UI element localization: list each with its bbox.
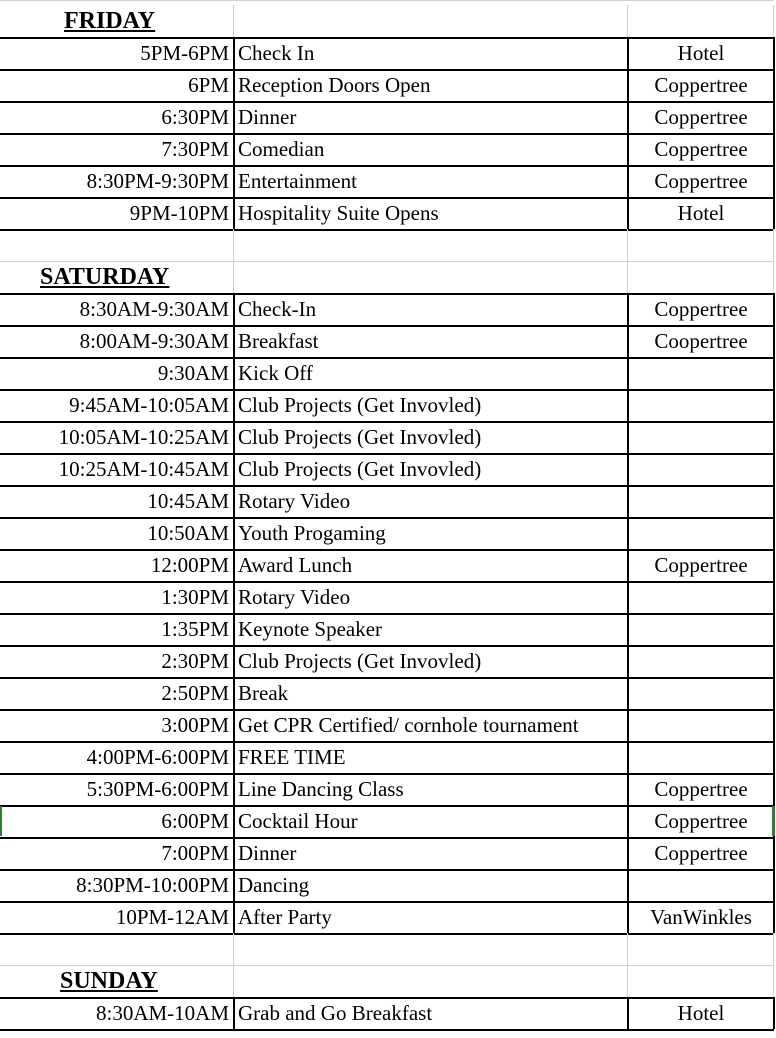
- schedule-row: [0, 741, 776, 773]
- gridline-v-2: [773, 837, 775, 869]
- day-header-saturday: [0, 261, 776, 293]
- schedule-row: [0, 645, 776, 677]
- schedule-row: [0, 837, 776, 869]
- time-cell[interactable]: 6PM: [188, 73, 229, 97]
- gridline-v-1: [627, 549, 629, 581]
- location-cell[interactable]: Hotel: [677, 201, 725, 225]
- location-cell[interactable]: [628, 709, 774, 741]
- gridline-v-0: [233, 133, 235, 165]
- gridline-v-0: [233, 357, 235, 389]
- cell-selection-right-mark: [772, 806, 775, 836]
- gridline-v-0: [233, 645, 235, 677]
- gridline-v-1: [627, 805, 629, 837]
- gridline-v-0: [233, 805, 235, 837]
- gridline-v-header-0: [233, 261, 234, 293]
- gridline-v-2: [773, 773, 775, 805]
- time-cell[interactable]: 2:50PM: [161, 681, 229, 705]
- location-cell[interactable]: [628, 389, 774, 421]
- location-cell[interactable]: Coppertree: [654, 73, 748, 97]
- time-cell[interactable]: 6:00PM: [161, 809, 229, 833]
- schedule-row: [0, 37, 776, 69]
- gridline-v-1: [627, 869, 629, 901]
- event-cell[interactable]: Award Lunch: [238, 553, 353, 577]
- time-cell[interactable]: 10:45AM: [147, 489, 229, 513]
- gridline-v-0: [233, 37, 235, 69]
- gridline-v-1: [627, 773, 629, 805]
- gridline-v-0: [233, 837, 235, 869]
- gridline-v-0: [233, 293, 235, 325]
- gridline-v-1: [627, 741, 629, 773]
- gridline-v-2: [773, 997, 775, 1029]
- event-cell[interactable]: Club Projects (Get Invovled): [238, 393, 482, 417]
- day-title[interactable]: FRIDAY: [64, 8, 156, 34]
- location-cell[interactable]: VanWinkles: [650, 905, 752, 929]
- gridline-v-2: [773, 101, 775, 133]
- gridline-v-header-1: [627, 5, 628, 37]
- time-cell[interactable]: 5:30PM-6:00PM: [86, 777, 229, 801]
- gridline-v-header-2: [773, 261, 774, 293]
- location-cell[interactable]: Coppertree: [654, 169, 748, 193]
- gridline-v-2: [773, 581, 775, 613]
- gridline-v-1: [627, 997, 629, 1029]
- time-cell[interactable]: 2:30PM: [161, 649, 229, 673]
- schedule-row: [0, 101, 776, 133]
- gridline-v-2: [773, 741, 775, 773]
- event-cell[interactable]: Rotary Video: [238, 489, 351, 513]
- time-cell[interactable]: 5PM-6PM: [140, 41, 229, 65]
- gridline-v-2: [773, 325, 775, 357]
- time-cell[interactable]: 6:30PM: [161, 105, 229, 129]
- event-cell[interactable]: Dancing: [238, 873, 310, 897]
- schedule-row: [0, 517, 776, 549]
- gridline-v-0: [233, 453, 235, 485]
- schedule-row: [0, 453, 776, 485]
- gridline-v-1: [627, 581, 629, 613]
- time-cell[interactable]: 10PM-12AM: [115, 905, 229, 929]
- location-cell[interactable]: Coppertree: [654, 841, 748, 865]
- gridline-bold: [0, 1029, 774, 1031]
- gridline-v-0: [233, 69, 235, 101]
- time-cell[interactable]: 7:30PM: [161, 137, 229, 161]
- gridline-v-0: [233, 165, 235, 197]
- schedule-row: [0, 997, 776, 1029]
- schedule-row: [0, 293, 776, 325]
- event-cell[interactable]: Breakfast: [238, 329, 319, 353]
- time-cell[interactable]: 8:30AM-10AM: [95, 1001, 229, 1025]
- gridline-v-2: [773, 293, 775, 325]
- location-cell[interactable]: [628, 677, 774, 709]
- gridline-v-1: [627, 485, 629, 517]
- time-cell[interactable]: 12:00PM: [150, 553, 229, 577]
- gridline-v-blank-1: [627, 933, 628, 965]
- gridline-v-1: [627, 293, 629, 325]
- schedule-row: [0, 901, 776, 933]
- event-cell[interactable]: Keynote Speaker: [238, 617, 383, 641]
- gridline-v-2: [773, 197, 775, 229]
- time-cell[interactable]: 7:00PM: [161, 841, 229, 865]
- gridline-v-0: [233, 421, 235, 453]
- time-cell[interactable]: 10:25AM-10:45AM: [58, 457, 229, 481]
- gridline-v-0: [233, 581, 235, 613]
- location-cell[interactable]: [628, 645, 774, 677]
- gridline-v-1: [627, 133, 629, 165]
- event-cell[interactable]: Dinner: [238, 841, 297, 865]
- blank-row[interactable]: [0, 229, 776, 261]
- event-cell[interactable]: Get CPR Certified/ cornhole tournament: [238, 713, 579, 737]
- location-cell[interactable]: [628, 453, 774, 485]
- gridline-v-1: [627, 37, 629, 69]
- gridline-v-blank-2: [773, 229, 774, 261]
- day-title[interactable]: SATURDAY: [40, 264, 170, 290]
- gridline-v-blank-0: [233, 933, 234, 965]
- schedule-row: [0, 485, 776, 517]
- event-cell[interactable]: Reception Doors Open: [238, 73, 431, 97]
- gridline-v-1: [627, 357, 629, 389]
- gridline-v-1: [627, 421, 629, 453]
- gridline-v-1: [627, 613, 629, 645]
- day-title[interactable]: SUNDAY: [60, 968, 158, 994]
- gridline-v-2: [773, 133, 775, 165]
- gridline-v-0: [233, 741, 235, 773]
- event-cell[interactable]: Club Projects (Get Invovled): [238, 649, 482, 673]
- gridline-v-1: [627, 325, 629, 357]
- gridline-v-2: [773, 37, 775, 69]
- gridline-v-2: [773, 613, 775, 645]
- location-cell[interactable]: [628, 357, 774, 389]
- location-cell[interactable]: [628, 869, 774, 901]
- event-cell[interactable]: Grab and Go Breakfast: [238, 1001, 433, 1025]
- gridline-v-2: [773, 69, 775, 101]
- event-cell[interactable]: Club Projects (Get Invovled): [238, 457, 482, 481]
- event-cell[interactable]: After Party: [238, 905, 332, 929]
- gridline-v-2: [773, 677, 775, 709]
- event-cell[interactable]: Dinner: [238, 105, 297, 129]
- event-cell[interactable]: Break: [238, 681, 289, 705]
- gridline-v-2: [773, 869, 775, 901]
- gridline-v-1: [627, 677, 629, 709]
- gridline-v-header-1: [627, 965, 628, 997]
- schedule-row: [0, 581, 776, 613]
- event-cell[interactable]: Entertainment: [238, 169, 357, 193]
- gridline-v-0: [233, 901, 235, 933]
- location-cell[interactable]: Coppertree: [654, 777, 748, 801]
- gridline-v-1: [627, 389, 629, 421]
- location-cell[interactable]: Coppertree: [654, 553, 748, 577]
- gridline-v-1: [627, 645, 629, 677]
- gridline-v-0: [233, 997, 235, 1029]
- gridline-v-2: [773, 453, 775, 485]
- time-cell[interactable]: 4:00PM-6:00PM: [86, 745, 229, 769]
- schedule-row: [0, 197, 776, 229]
- location-cell[interactable]: Coopertree: [654, 329, 748, 353]
- event-cell[interactable]: Youth Progaming: [238, 521, 386, 545]
- event-cell[interactable]: FREE TIME: [238, 745, 346, 769]
- event-cell[interactable]: Club Projects (Get Invovled): [238, 425, 482, 449]
- gridline-v-2: [773, 901, 775, 933]
- day-header-friday: [0, 5, 776, 37]
- schedule-row: [0, 421, 776, 453]
- gridline-v-2: [773, 645, 775, 677]
- gridline-v-2: [773, 709, 775, 741]
- location-cell[interactable]: [628, 421, 774, 453]
- schedule-row: [0, 613, 776, 645]
- gridline-v-0: [233, 517, 235, 549]
- schedule-row: [0, 869, 776, 901]
- location-cell[interactable]: Hotel: [677, 41, 725, 65]
- schedule-row: [0, 677, 776, 709]
- gridline-v-0: [233, 549, 235, 581]
- schedule-row: [0, 773, 776, 805]
- location-cell[interactable]: [628, 581, 774, 613]
- event-cell[interactable]: Cocktail Hour: [238, 809, 358, 833]
- blank-row[interactable]: [0, 933, 776, 965]
- location-cell[interactable]: Coppertree: [654, 809, 748, 833]
- gridline-v-1: [627, 165, 629, 197]
- gridline-v-0: [233, 773, 235, 805]
- gridline-v-1: [627, 837, 629, 869]
- schedule-row: [0, 709, 776, 741]
- event-cell[interactable]: Hospitality Suite Opens: [238, 201, 439, 225]
- gridline-v-header-0: [233, 5, 234, 37]
- location-cell[interactable]: Coppertree: [654, 137, 748, 161]
- gridline-v-1: [627, 901, 629, 933]
- gridline-v-2: [773, 517, 775, 549]
- gridline-v-header-2: [773, 965, 774, 997]
- gridline-v-1: [627, 517, 629, 549]
- schedule-row: [0, 357, 776, 389]
- gridline-v-1: [627, 709, 629, 741]
- event-cell[interactable]: Line Dancing Class: [238, 777, 404, 801]
- event-cell[interactable]: Comedian: [238, 137, 325, 161]
- time-cell[interactable]: 1:30PM: [161, 585, 229, 609]
- gridline-v-0: [233, 613, 235, 645]
- location-cell[interactable]: [628, 517, 774, 549]
- gridline-v-0: [233, 677, 235, 709]
- location-cell[interactable]: Coppertree: [654, 105, 748, 129]
- schedule-row: [0, 133, 776, 165]
- gridline-v-1: [627, 197, 629, 229]
- schedule-row: [0, 165, 776, 197]
- gridline-v-header-0: [233, 965, 234, 997]
- time-cell[interactable]: 8:30PM-10:00PM: [76, 873, 229, 897]
- gridline-v-1: [627, 101, 629, 133]
- location-cell[interactable]: [628, 485, 774, 517]
- gridline-v-0: [233, 325, 235, 357]
- time-cell[interactable]: 1:35PM: [161, 617, 229, 641]
- gridline-v-0: [233, 101, 235, 133]
- gridline-v-2: [773, 389, 775, 421]
- gridline-top: [0, 0, 774, 1]
- schedule-row: [0, 389, 776, 421]
- location-cell[interactable]: [628, 613, 774, 645]
- schedule-row: [0, 805, 776, 837]
- gridline-v-0: [233, 869, 235, 901]
- time-cell[interactable]: 10:50AM: [147, 521, 229, 545]
- event-cell[interactable]: Rotary Video: [238, 585, 351, 609]
- time-cell[interactable]: 8:30PM-9:30PM: [86, 169, 229, 193]
- gridline-v-2: [773, 165, 775, 197]
- gridline-v-2: [773, 357, 775, 389]
- gridline-v-header-1: [627, 261, 628, 293]
- time-cell[interactable]: 3:00PM: [161, 713, 229, 737]
- gridline-v-header-2: [773, 5, 774, 37]
- day-header-sunday: [0, 965, 776, 997]
- gridline-v-1: [627, 453, 629, 485]
- schedule-row: [0, 549, 776, 581]
- schedule-row: [0, 69, 776, 101]
- gridline-v-0: [233, 389, 235, 421]
- event-cell[interactable]: Check-In: [238, 297, 317, 321]
- time-cell[interactable]: 9:30AM: [157, 361, 229, 385]
- location-cell[interactable]: Coppertree: [654, 297, 748, 321]
- event-cell[interactable]: Kick Off: [238, 361, 313, 385]
- gridline-v-1: [627, 69, 629, 101]
- location-cell[interactable]: [628, 741, 774, 773]
- gridline-v-blank-2: [773, 933, 774, 965]
- time-cell[interactable]: 9PM-10PM: [129, 201, 229, 225]
- gridline-v-0: [233, 709, 235, 741]
- gridline-v-2: [773, 421, 775, 453]
- gridline-v-blank-0: [233, 229, 234, 261]
- cell-selection-left-mark: [0, 806, 2, 836]
- time-cell[interactable]: 10:05AM-10:25AM: [58, 425, 229, 449]
- gridline-v-blank-1: [627, 229, 628, 261]
- time-cell[interactable]: 9:45AM-10:05AM: [69, 393, 229, 417]
- schedule-row: [0, 325, 776, 357]
- location-cell[interactable]: Hotel: [677, 1001, 725, 1025]
- time-cell[interactable]: 8:00AM-9:30AM: [79, 329, 229, 353]
- gridline-v-0: [233, 485, 235, 517]
- time-cell[interactable]: 8:30AM-9:30AM: [79, 297, 229, 321]
- event-cell[interactable]: Check In: [238, 41, 315, 65]
- gridline-v-2: [773, 485, 775, 517]
- gridline-v-0: [233, 197, 235, 229]
- gridline-v-2: [773, 549, 775, 581]
